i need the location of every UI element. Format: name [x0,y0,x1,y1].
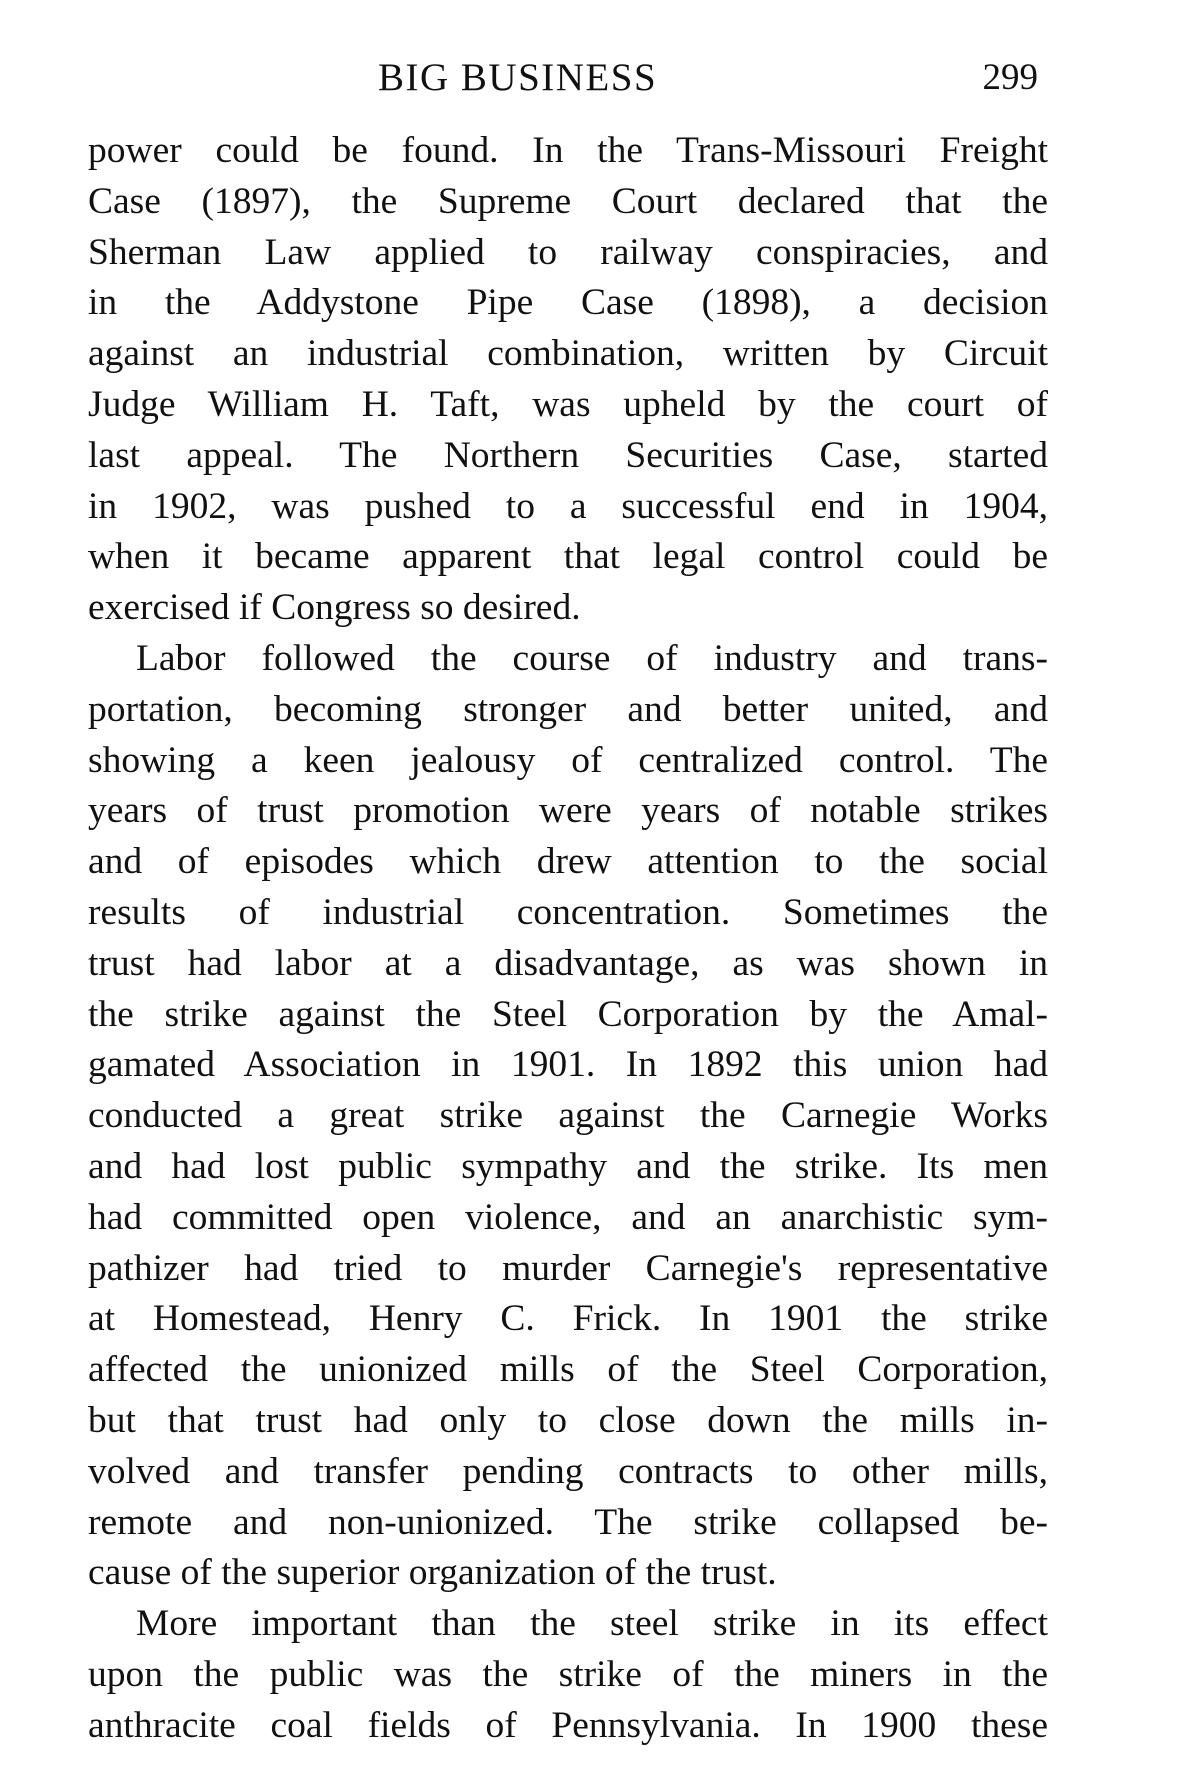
text-line: Sherman Law applied to railway conspiracies, and [88,231,1048,273]
text-line: power could be found. In the Trans-Missouri Freight [88,130,1048,171]
text-line: remote and non-unionized. The strike collapsed be- [88,1501,1048,1543]
book-page [88,52,1048,1752]
text-line: cause of the superior organization of the trust. [88,1552,777,1594]
text-line: in 1902, was pushed to a successful end in 1904, [88,485,1048,527]
text-line: upon the public was the strike of the miners in the [88,1653,1048,1695]
text-line: affected the unionized mills of the Steel Corporation, [88,1349,1048,1391]
text-line: and had lost public sympathy and the strike. Its men [88,1145,1048,1187]
text-line: when it became apparent that legal control could be [88,536,1048,578]
text-line: conducted a great strike against the Carnegie Works [88,1095,1048,1137]
text-line: showing a keen jealousy of centralized control. The [88,739,1048,781]
paragraph-start-line: Labor followed the course of industry and trans- [136,637,1048,679]
text-line: last appeal. The Northern Securities Case, started [88,434,1048,476]
text-line: years of trust promotion were years of notable strikes [88,790,1048,832]
text-line: exercised if Congress so desired. [88,587,581,629]
text-line: had committed open violence, and an anarchistic sym- [88,1196,1048,1238]
text-line: but that trust had only to close down the mills in- [88,1399,1048,1441]
text-line: trust had labor at a disadvantage, as was shown in [88,942,1048,984]
text-line: Case (1897), the Supreme Court declared that the [88,180,1048,222]
text-line: pathizer had tried to murder Carnegie's representative [88,1247,1048,1289]
text-line: gamated Association in 1901. In 1892 this union had [88,1044,1048,1086]
text-line: anthracite coal fields of Pennsylvania. In 1900 these [88,1704,1048,1746]
text-line: Judge William H. Taft, was upheld by the court of [88,383,1048,425]
text-line: volved and transfer pending contracts to other mills, [88,1450,1048,1492]
running-title: BIG BUSINESS [378,56,658,99]
text-line: in the Addystone Pipe Case (1898), a decision [88,282,1048,324]
body-text [88,126,1048,1752]
text-line: at Homestead, Henry C. Frick. In 1901 the strike [88,1298,1048,1340]
text-line: the strike against the Steel Corporation by the Amal- [88,993,1048,1035]
text-line: against an industrial combination, written by Circuit [88,333,1048,375]
page-header [88,52,1048,104]
text-line: portation, becoming stronger and better united, and [88,688,1048,730]
text-line: and of episodes which drew attention to the social [88,841,1048,883]
text-line: results of industrial concentration. Sometimes the [88,891,1048,933]
paragraph-start-line: More important than the steel strike in its effect [136,1603,1048,1645]
page-number: 299 [982,57,1038,98]
